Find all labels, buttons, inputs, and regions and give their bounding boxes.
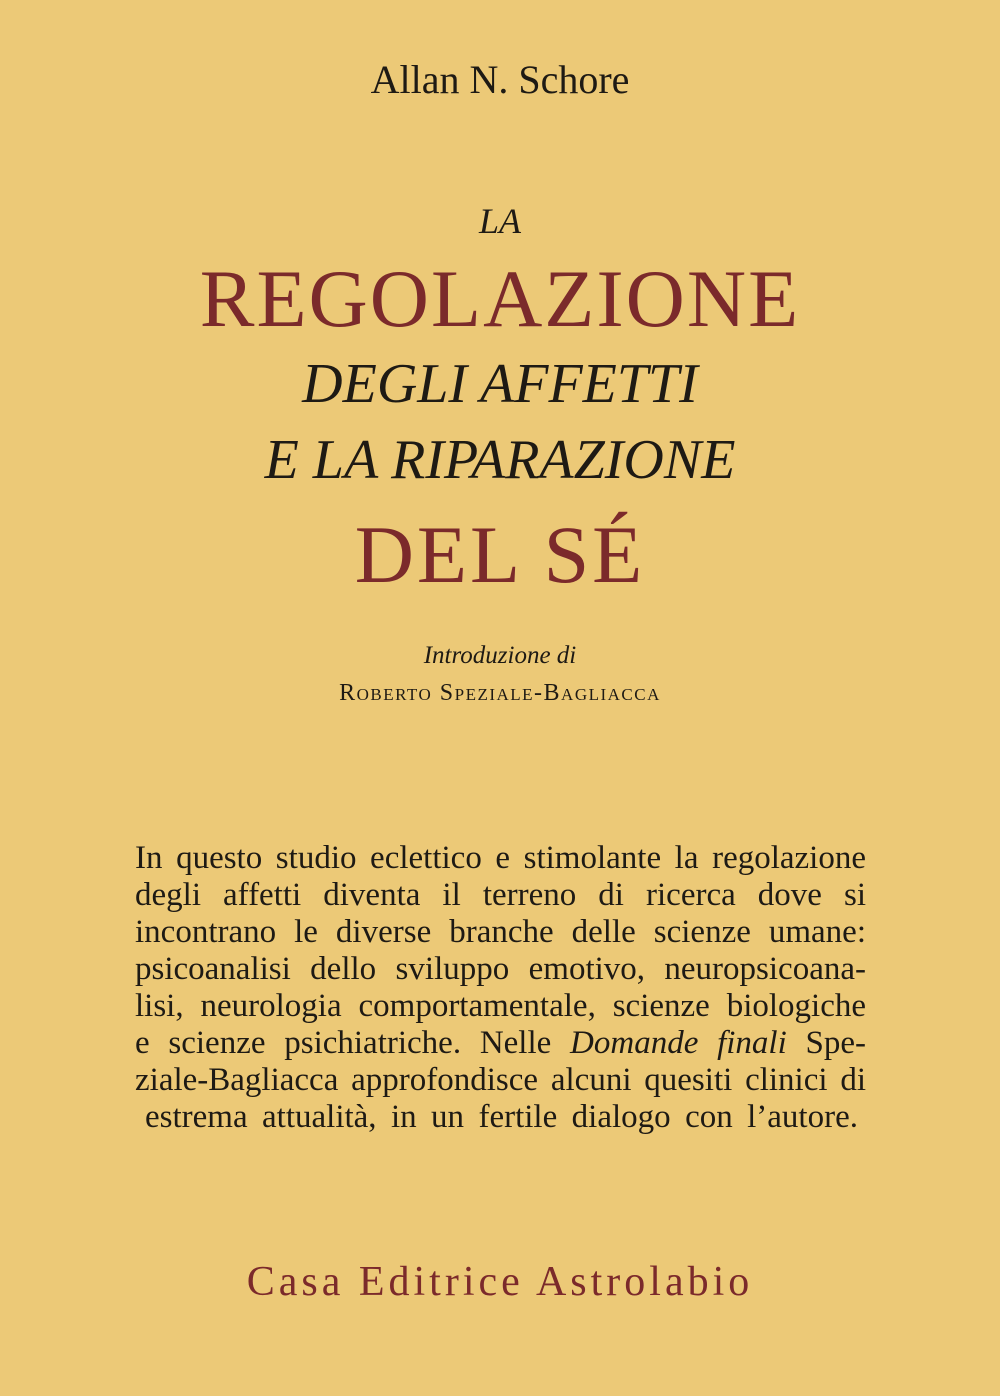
title-line-1: LA: [478, 201, 521, 241]
introduction-author: Roberto Speziale-Bagliacca: [339, 680, 661, 706]
blurb-line: [135, 1025, 866, 1062]
blurb-line: ziale-Bagliacca approfondisce alcuni quesiti clinici di: [135, 1062, 866, 1098]
introduction-label: Introduzione di: [423, 642, 577, 669]
blurb-text: [135, 840, 866, 1136]
blurb-line: lisi, neurologia comportamentale, scienze biologiche: [135, 988, 866, 1024]
blurb-text-segment: e scienze psichiatriche. Nelle: [135, 1025, 571, 1061]
blurb-line: incontrano le diverse branche delle scienze umane:: [135, 914, 866, 950]
author-name: Allan N. Schore: [370, 57, 630, 102]
blurb-italic-title: Domande finali: [570, 1025, 787, 1061]
blurb-line: degli affetti diventa il terreno di ricerca dove si: [135, 877, 866, 913]
blurb-line: psicoanalisi dello sviluppo emotivo, neuropsicoana-: [135, 951, 866, 987]
title-line-5: DEL SÉ: [354, 509, 646, 600]
publisher-name: Casa Editrice Astrolabio: [246, 1259, 754, 1305]
title-line-3: DEGLI AFFETTI: [302, 353, 698, 415]
blurb-line: estrema attualità, in un fertile dialogo con l’autore.: [145, 1099, 858, 1135]
blurb-line: In questo studio eclettico e stimolante la regolazione: [135, 840, 866, 876]
title-line-2: REGOLAZIONE: [199, 253, 801, 344]
blurb-text-segment: Spe-: [786, 1025, 866, 1061]
title-line-4: E LA RIPARAZIONE: [264, 429, 736, 491]
